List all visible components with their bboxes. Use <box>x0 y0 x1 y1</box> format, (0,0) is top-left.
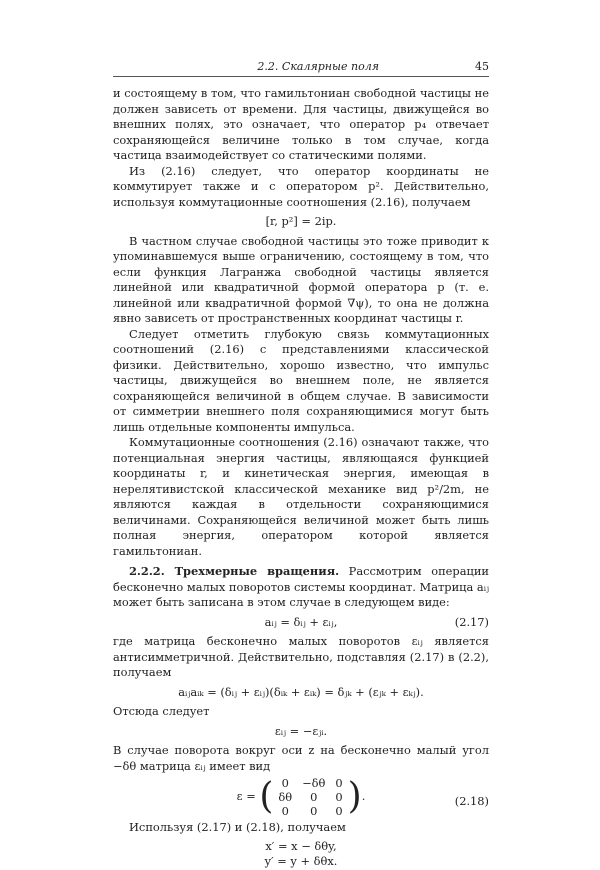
equation-2-17 <box>113 615 489 631</box>
epsilon-matrix: ( 0 −δθ 0 δθ 0 0 0 0 0 ). <box>259 776 366 818</box>
matrix-cell: 0 <box>335 790 343 804</box>
paragraph-2: Из (2.16) следует, что оператор координаты не коммутирует также и с оператором p². Действительно, используя коммутационные соотношения (2.16), получаем <box>113 163 489 209</box>
header-title: 2.2. Скалярные поля <box>257 60 379 73</box>
paragraph-7: где матрица бесконечно малых поворотов εᵢⱼ является антисимметричной. Действительно, подставляя (2.17) в (2.2), получаем <box>113 634 489 679</box>
page-number: 45 <box>475 60 489 73</box>
paragraph-8: Отсюда следует <box>113 704 210 718</box>
paragraph-10: Используя (2.17) и (2.18), получаем <box>129 820 346 834</box>
matrix-cell: 0 <box>310 790 318 804</box>
paragraph-1: и состоящему в том, что гамильтониан свободной частицы не должен зависеть от времени. Для частицы, движущейся во внешних полях, это означает, что оператор p₄ отвечает сохраняющейся величине только в том случае, когда частица взаимодействует со статическими полями. <box>113 86 489 162</box>
paragraph-3: В частном случае свободной частицы это тоже приводит к упоминавшемуся выше ограничению, состоящему в том, что если функция Лагранжа свободной частицы является линейной или квадратичной формой оператора p (т. е. линейной или квадратичной формой ∇ψ), то она не должна явно зависеть от пространственных координат частицы r. <box>113 233 489 325</box>
paragraph-9: В случае поворота вокруг оси z на бесконечно малый угол −δθ матрица εᵢⱼ имеет вид <box>113 743 489 773</box>
equation-x-prime: x′ = x − δθy, <box>265 838 337 853</box>
running-header <box>113 60 489 77</box>
equation-product: aᵢⱼaᵢₖ = (δᵢⱼ + εᵢⱼ)(δᵢₖ + εᵢₖ) = δⱼₖ + (εⱼₖ + εₖⱼ). <box>178 684 424 699</box>
matrix-cell: 0 <box>281 804 289 818</box>
matrix-cell: −δθ <box>302 776 326 790</box>
page-body <box>113 86 489 870</box>
equation-2-17-body: aᵢⱼ = δᵢⱼ + εᵢⱼ, <box>264 614 338 629</box>
equation-2-18-lhs: ε = <box>236 789 256 803</box>
paragraph-4: Следует отметить глубокую связь коммутационных соотношений (2.16) с представлениями классической физики. Действительно, хорошо известно, что импульс частицы, движущейся во внешнем поле, не является сохраняющейся величиной в общем случае. В зависимости от симметрии внешнего поля сохраняющимися могут быть лишь отдельные компоненты импульса. <box>113 326 489 434</box>
paragraph-6: Рассмотрим операции бесконечно малых поворотов системы координат. Матрица aᵢⱼ может быть записана в этом случае в следующем виде: <box>113 564 490 609</box>
equation-2-18 <box>113 776 489 818</box>
matrix-cell: 0 <box>335 776 343 790</box>
equation-2-17-number: (2.17) <box>454 614 489 629</box>
equation-2-18-number: (2.18) <box>454 794 489 808</box>
matrix-cell: δθ <box>278 790 293 804</box>
equation-y-prime: y′ = y + δθx. <box>264 854 338 868</box>
equation-commutator: [r, p²] = 2ip. <box>265 214 337 228</box>
section-title: 2.2.2. Трехмерные вращения. <box>129 564 340 578</box>
matrix-cell: 0 <box>310 804 318 818</box>
matrix-cell: 0 <box>335 804 343 818</box>
equation-antisymmetry: εᵢⱼ = −εⱼᵢ. <box>274 723 328 738</box>
matrix-cell: 0 <box>281 776 289 790</box>
paragraph-5: Коммутационные соотношения (2.16) означают также, что потенциальная энергия частицы, являющаяся функцией координаты r, и кинетическая энергия, имеющая в нерелятивистской классической механике вид p²/2m, не являются каждая в отдельности сохраняющимися величинами. Сохраняющейся величиной может быть лишь полная энергия, оператором которой является гамильтониан. <box>113 435 489 558</box>
section-paragraph <box>113 564 489 611</box>
